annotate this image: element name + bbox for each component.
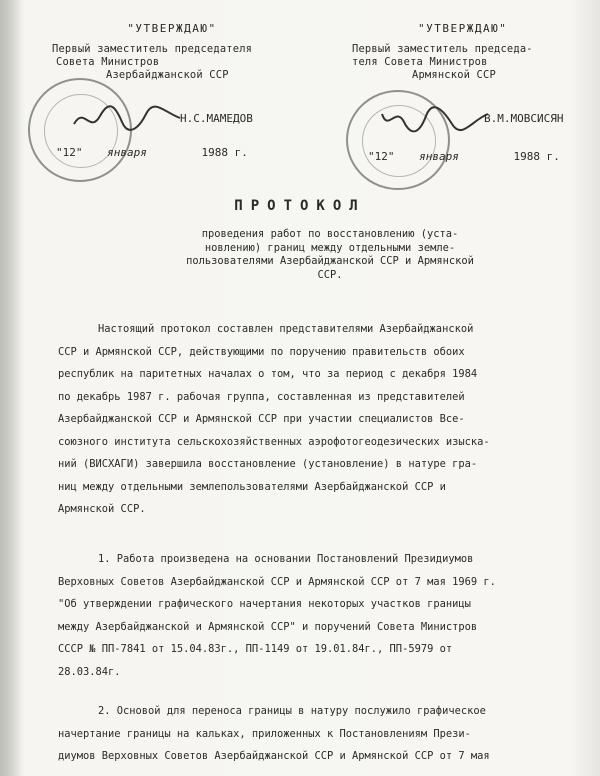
- approval-heading-right: "УТВЕРЖДАЮ": [418, 22, 508, 35]
- approval-heading-left: "УТВЕРЖДАЮ": [127, 22, 217, 35]
- approval-line-left-3: Азербайджанской ССР: [106, 69, 229, 81]
- approval-line-left-1: Первый заместитель председателя: [52, 43, 253, 55]
- p1-line: ний (ВИСХАГИ) завершила восстановление (установление) в натуре гра-: [58, 458, 478, 470]
- document-subtitle: проведения работ по восстановлению (уста- новлению) границ между отдельными земле- пользователями Азербайджанской ССР и Армянской ССР.: [186, 228, 474, 281]
- date-year-left: 1988 г.: [201, 146, 248, 159]
- p1-line: ниц между отдельными землепользователями Азербайджанской ССР и: [58, 480, 446, 493]
- approval-line-right-1: Первый заместитель председа-: [352, 43, 533, 55]
- date-day-right: 12: [374, 150, 388, 163]
- p3-line: 2. Основой для переноса границы в натуру послужило графическое: [98, 705, 486, 717]
- p1-line: Настоящий протокол составлен представителями Азербайджанской: [98, 323, 474, 335]
- p2-line: 28.03.84г.: [58, 665, 121, 678]
- p1-line: ССР и Армянской ССР, действующими по поручению правительств обоих: [58, 345, 465, 358]
- approval-block-left: [52, 22, 292, 82]
- approval-line-right-2: теля Совета Министров: [352, 56, 488, 68]
- paragraph-3: [58, 700, 578, 768]
- scan-shadow: [0, 0, 22, 776]
- date-day-left: 12: [62, 146, 76, 159]
- p3-line: диумов Верховных Советов Азербайджанской ССР и Армянской ССР от 7 мая: [58, 750, 490, 762]
- approval-line-left-2: Совета Министров: [56, 56, 160, 68]
- signature-left: [72, 104, 182, 134]
- p2-line: между Азербайджанской и Армянской ССР" и поручений Совета Министров: [58, 620, 478, 633]
- p1-line: союзного института сельскохозяйственных аэрофотогеодезических изыска-: [58, 435, 490, 448]
- p1-line: республик на паритетных началах о том, что за период с декабря 1984: [58, 368, 478, 380]
- p3-line: начертание границы на кальках, приложенных к Постановлениям Прези-: [58, 727, 471, 740]
- signatory-left: Н.С.МАМЕДОВ: [180, 112, 253, 125]
- date-year-right: 1988 г.: [513, 150, 560, 163]
- approval-block-right: [352, 22, 592, 82]
- paragraph-2: [58, 548, 578, 683]
- paragraph-1: [58, 318, 578, 521]
- p2-line: СССР № ПП-7841 от 15.04.83г., ПП-1149 от 19.01.84г., ПП-5979 от: [58, 643, 453, 655]
- approval-line-right-3: Армянской ССР: [412, 69, 496, 81]
- date-month-right: января: [419, 150, 459, 163]
- p2-line: 1. Работа произведена на основании Постановлений Президиумов: [98, 553, 474, 565]
- date-month-left: января: [107, 146, 147, 159]
- signatory-right: В.М.МОВСИСЯН: [484, 112, 564, 125]
- p2-line: Верховных Советов Азербайджанской ССР и Армянской ССР от 7 мая 1969 г.: [58, 575, 496, 588]
- signature-right: [380, 104, 490, 134]
- p1-line: Азербайджанской ССР и Армянской ССР при участии специалистов Все-: [58, 413, 465, 425]
- p1-line: Армянской ССР.: [58, 503, 146, 515]
- date-left: "12" января 1988 г.: [56, 146, 248, 159]
- p1-line: по декабрь 1987 г. рабочая группа, составленная из представителей: [58, 390, 465, 403]
- date-right: "12" января 1988 г.: [368, 150, 560, 163]
- p2-line: "Об утверждении графического начертания некоторых участков границы: [58, 598, 471, 610]
- document-title: ПРОТОКОЛ: [234, 198, 366, 214]
